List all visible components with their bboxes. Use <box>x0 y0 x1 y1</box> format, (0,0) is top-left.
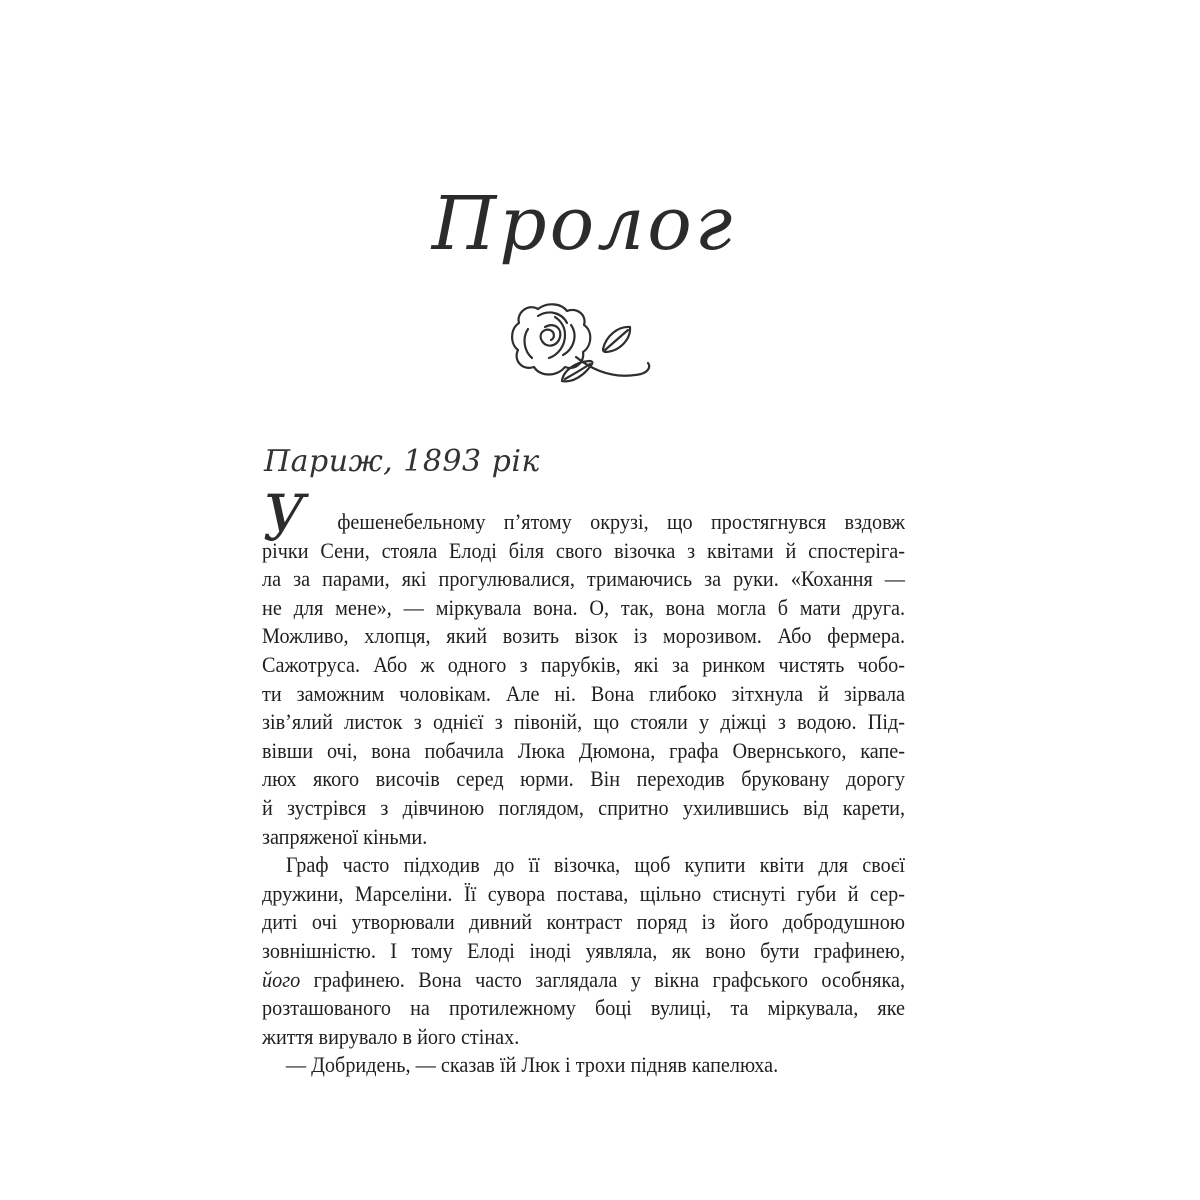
chapter-title: Пролог <box>431 181 736 267</box>
text-segment: фешенебельному п’ятому окрузі, що простягнувся вздовж <box>337 509 906 534</box>
text-line <box>262 594 905 623</box>
paragraphs-container <box>262 508 905 1080</box>
text-segment: графинею. Вона часто заглядала у вікна графського особняка, <box>300 966 906 992</box>
text-segment: вівши очі, вона побачила Люка Дюмона, графа Овернського, капе- <box>262 737 906 763</box>
text-segment: зів’ялий листок з однієї з півоній, що стояли у діжці з водою. Під- <box>262 709 906 735</box>
text-segment: ти заможним чоловікам. Але ні. Вона глибоко зітхнула й зірвала <box>262 680 906 706</box>
dateline: Париж, 1893 рік <box>264 444 540 479</box>
text-segment: люх якого височів серед юрми. Він переходив бруковану дорогу <box>262 766 906 792</box>
text-segment: дружини, Марселіни. Її сувора постава, щільно стиснуті губи й сер- <box>262 880 906 906</box>
text-line <box>262 908 905 937</box>
rose-icon <box>262 294 905 395</box>
text-segment: життя вирувало в його стінах. <box>262 1023 520 1049</box>
text-segment: Граф часто підходив до її візочка, щоб купити квіти для своєї <box>285 852 906 878</box>
paragraph <box>262 1051 905 1080</box>
paragraph <box>262 508 905 851</box>
text-segment: Сажотруса. Або ж одного з парубків, які за ринком чистять чобо- <box>262 651 906 677</box>
text-line <box>262 1051 905 1080</box>
text-segment: й зустрівся з дівчиною поглядом, спритно ухилившись від карети, <box>262 794 906 820</box>
text-line <box>262 708 905 737</box>
text-line <box>262 680 905 709</box>
text-segment: річки Сени, стояла Елоді біля свого візочка з квітами й спостеріга- <box>262 537 906 563</box>
text-segment: розташованого на протилежному боці вулиці, та міркувала, яке <box>262 995 906 1021</box>
body-text <box>262 482 906 1080</box>
text-segment: не для мене», — міркувала вона. О, так, вона могла б мати друга. <box>262 594 906 620</box>
text-segment: зовнішністю. І тому Елоді іноді уявляла, як воно бути графинею, <box>262 937 906 963</box>
text-line <box>262 966 905 995</box>
text-line <box>262 565 905 594</box>
text-line <box>262 937 905 966</box>
text-line <box>262 765 905 794</box>
text-line <box>262 794 905 823</box>
drop-cap: У <box>262 482 306 556</box>
paragraph <box>262 851 905 1051</box>
text-line <box>262 1023 905 1052</box>
text-line <box>262 508 905 537</box>
text-line <box>262 537 905 566</box>
text-segment: Можливо, хлопця, який возить візок із морозивом. Або фермера. <box>262 623 906 649</box>
text-line <box>262 851 905 880</box>
text-line <box>262 823 905 852</box>
text-line <box>262 651 905 680</box>
text-line <box>262 737 905 766</box>
text-line <box>262 880 905 909</box>
body-text-column <box>262 482 906 1080</box>
text-segment: ла за парами, які прогулювалися, тримаючись за руки. «Кохання — <box>262 566 906 592</box>
text-segment: диті очі утворювали дивний контраст поряд із його добродушною <box>262 909 906 935</box>
italic-text-segment: його <box>262 966 301 992</box>
text-segment: — Добридень, — сказав їй Люк і трохи підняв капелюха. <box>285 1052 779 1078</box>
text-segment: запряженої кіньми. <box>262 823 428 849</box>
text-line <box>262 622 905 651</box>
text-line <box>262 994 905 1023</box>
